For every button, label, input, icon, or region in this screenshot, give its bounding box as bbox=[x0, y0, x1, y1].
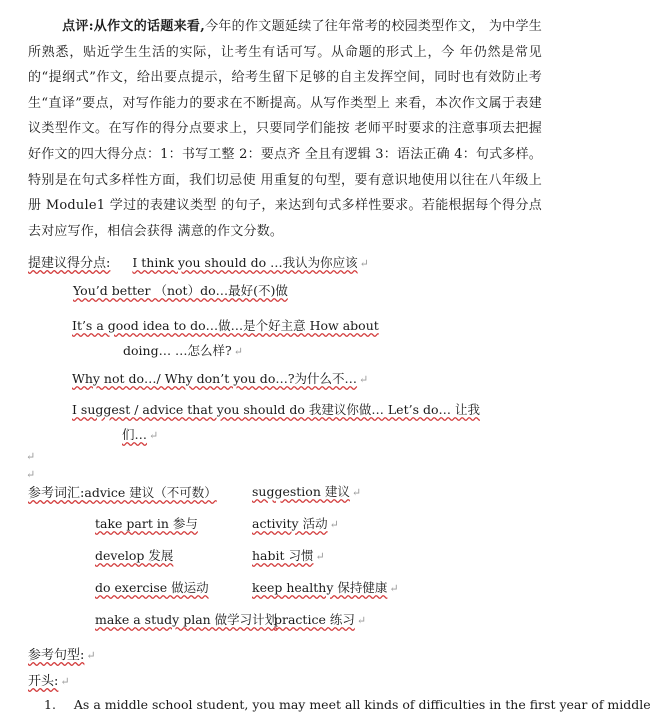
paragraph-mark-icon: ↵ bbox=[351, 486, 362, 499]
paragraph-mark-icon: ↵ bbox=[60, 675, 70, 688]
comment-paragraph bbox=[28, 14, 542, 244]
paragraph-mark-icon: ↵ bbox=[26, 450, 36, 463]
tips-line-1: I think you should do …我认为你应该 bbox=[132, 255, 358, 270]
paragraph-mark-icon: ↵ bbox=[389, 582, 399, 595]
vocab-row-5-right bbox=[274, 610, 366, 628]
vocab-row-3-left bbox=[95, 546, 173, 564]
vocab-row-2-right bbox=[252, 514, 339, 532]
vocab-item-right: practice 练习 bbox=[274, 612, 355, 627]
vocab-item-right: keep healthy 保持健康 bbox=[252, 580, 388, 595]
vocab-row-1-right bbox=[252, 482, 361, 500]
paragraph-mark-icon: ↵ bbox=[359, 373, 369, 386]
tips-line-5: Why not do…/ Why don’t you do…?为什么不… bbox=[72, 371, 358, 386]
vocab-row-4-left bbox=[95, 578, 209, 596]
tips-line-6a: I suggest / advice that you should do 我建议你做… Let’s do… 让我 bbox=[72, 402, 480, 417]
tips-row-6 bbox=[72, 400, 480, 418]
vocab-row-1 bbox=[28, 482, 217, 501]
vocab-row-3-right bbox=[252, 546, 325, 564]
vocab-item-left: make a study plan 做学习计划 bbox=[95, 612, 278, 627]
tips-line-2: You’d better （not）do…最好(不)做 bbox=[73, 283, 288, 298]
sentences-title: 参考句型: bbox=[28, 648, 85, 663]
tips-heading-row bbox=[28, 252, 369, 271]
vocab-title: 参考词汇: bbox=[28, 486, 85, 501]
paragraph-mark-icon: ↵ bbox=[86, 649, 96, 662]
list-item bbox=[44, 697, 651, 712]
empty-para-2 bbox=[24, 466, 35, 481]
tips-line-4: doing… …怎么样? bbox=[123, 343, 232, 358]
paragraph-mark-icon: ↵ bbox=[233, 345, 243, 358]
list-number: 1. bbox=[44, 697, 56, 712]
paragraph-mark-icon: ↵ bbox=[359, 257, 369, 270]
vocab-item-left: take part in 参与 bbox=[95, 516, 198, 531]
vocab-item-right: suggestion 建议 bbox=[252, 484, 350, 499]
empty-para-1 bbox=[24, 448, 35, 463]
vocab-item-left: advice 建议（不可数） bbox=[84, 485, 217, 500]
opening-label: 开头: bbox=[28, 674, 59, 689]
opening-row bbox=[28, 670, 70, 689]
list-text: As a middle school student, you may meet all kinds of difficulties in the first year of middle bbox=[73, 697, 651, 712]
tips-row-2 bbox=[73, 281, 288, 299]
paragraph-mark-icon: ↵ bbox=[315, 550, 325, 563]
paragraph-mark-icon: ↵ bbox=[329, 518, 339, 531]
tips-line-6b: 们… bbox=[122, 427, 148, 442]
tips-row-3 bbox=[72, 316, 379, 334]
paragraph-mark-icon: ↵ bbox=[356, 614, 367, 627]
tips-line-3: It’s a good idea to do…做…是个好主意 How about bbox=[72, 318, 379, 333]
vocab-item-right: habit 习惯 bbox=[252, 548, 314, 563]
vocab-row-5-left bbox=[95, 610, 277, 628]
vocab-row-2-left bbox=[95, 514, 198, 532]
comment-lead: 点评:从作文的话题来看, bbox=[62, 19, 205, 34]
vocab-item-left: develop 发展 bbox=[95, 548, 174, 563]
tips-row-5 bbox=[72, 369, 368, 387]
tips-title: 提建议得分点: bbox=[28, 256, 111, 271]
tips-row-4 bbox=[123, 341, 243, 359]
vocab-item-right: activity 活动 bbox=[252, 516, 328, 531]
comment-body: 今年的作文题延续了往年常考的校园类型作文， 为中学生所熟悉，贴近学生生活的实际，让考生有话可写。从命题的形式上，今 年仍然是常见的“提纲式”作文，给出要点提示，给考生留下足够的自主发挥空间，同时也有效防止考生“直译”要点，对写作能力的要求在不断提高。从写作类型上 来看，本次作文属于表建议类型作文。在写作的得分点要求上，只要同学们能按 老师平时要求的注意事项去把握好作文的四大得分点：1：书写工整 2：要点齐 全且有逻辑 3：语法正确 4：句式多样。特别是在句式多样性方面，我们切忌使 用重复的句型，要有意识地使用以往在八年级上册 Module1 学过的表建议类型 的句子，来达到句式多样性要求。若能根据每个得分点去对应写作，相信会获得 满意的作文分数。 bbox=[28, 19, 542, 239]
vocab-row-4-right bbox=[252, 578, 399, 596]
paragraph-mark-icon: ↵ bbox=[149, 429, 159, 442]
tips-row-7 bbox=[122, 425, 158, 443]
paragraph-mark-icon: ↵ bbox=[26, 468, 36, 481]
vocab-item-left: do exercise 做运动 bbox=[95, 580, 209, 595]
sentences-title-row bbox=[28, 644, 96, 663]
